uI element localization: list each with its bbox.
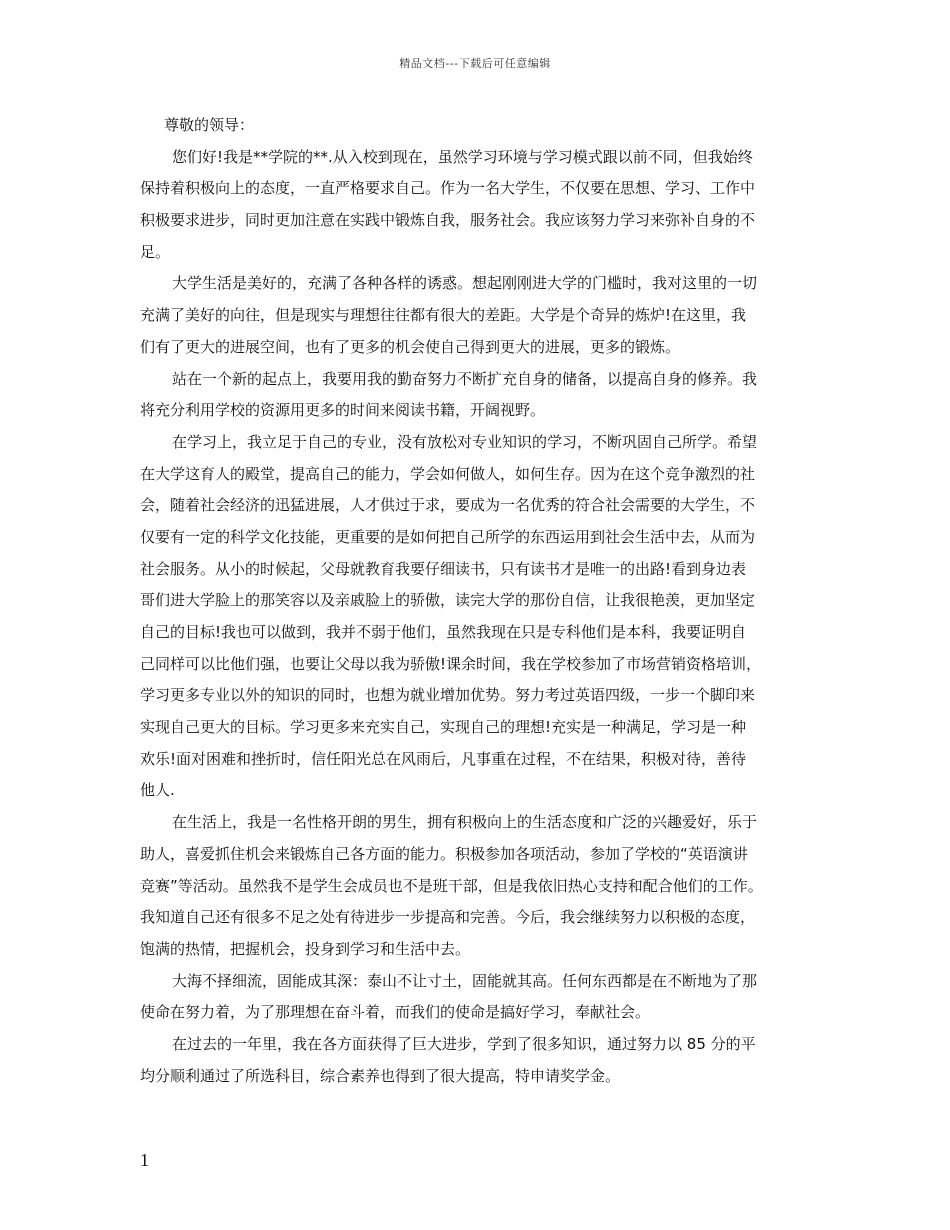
paragraph-study xyxy=(140,427,812,807)
page-number: 1 xyxy=(140,1150,149,1170)
text-line: 仅要有一定的科学文化技能，更重要的是如何把自己所学的东西运用到社会生活中去，从而为 xyxy=(140,527,756,546)
text-line: 社会服务。从小的时候起，父母就教育我要仔细读书，只有读书才是唯一的出路!看到身边表 xyxy=(140,559,747,578)
text-line: 您们好!我是**学院的**.从入校到现在，虽然学习环境与学习模式跟以前不同，但我始终 xyxy=(172,147,753,166)
paragraph-mission xyxy=(140,966,812,1029)
paragraph-intro xyxy=(140,142,812,269)
text-line: 在过去的一年里，我在各方面获得了巨大进步，学到了很多知识，通过努力以 85 分的平 xyxy=(172,1034,756,1053)
text-line: 自己的目标!我也可以做到，我并不弱于他们，虽然我现在只是专科他们是本科，我要证明自 xyxy=(140,623,747,641)
text-line: 在大学这育人的殿堂，提高自己的能力，学会如何做人，如何生存。因为在这个竞争激烈的社 xyxy=(140,464,756,483)
text-line: 将充分利用学校的资源用更多的时间来阅读书籍，开阔视野。 xyxy=(140,401,546,420)
text-line: 大海不择细流，固能成其深：泰山不让寸土，固能就其高。任何东西都是在不断地为了那 xyxy=(172,971,758,990)
text-line: 充满了美好的向往，但是现实与理想往往都有很大的差距。大学是个奇异的炼炉!在这里，我 xyxy=(140,306,747,325)
page-header: 精品文档---下载后可任意编辑 xyxy=(399,57,551,70)
text-line: 我知道自己还有很多不足之处有待进步一步提高和完善。今后，我会继续努力以积极的态度， xyxy=(140,908,756,927)
paragraph-closing xyxy=(140,1029,812,1092)
text-line: 积极要求进步，同时更加注意在实践中锻炼自我，服务社会。我应该努力学习来弥补自身的不 xyxy=(140,211,756,230)
text-line: 他人. xyxy=(140,781,175,800)
text-line: 使命在努力着，为了那理想在奋斗着，而我们的使命是搞好学习，奉献社会。 xyxy=(140,1003,651,1022)
text-line: 竞赛”等活动。虽然我不是学生会成员也不是班干部，但是我依旧热心支持和配合他们的工作。 xyxy=(140,876,763,895)
text-line: 大学生活是美好的，充满了各种各样的诱惑。想起刚刚进大学的门槛时，我对这里的一切 xyxy=(172,274,758,293)
text-line: 饱满的热情，把握机会，投身到学习和生活中去。 xyxy=(140,939,471,958)
text-line: 实现自己更大的目标。学习更多来充实自己，实现自己的理想!充实是一种满足，学习是一种 xyxy=(140,718,747,737)
paragraph-new-start xyxy=(140,364,812,427)
text-line: 站在一个新的起点上，我要用我的勤奋努力不断扩充自身的储备，以提高自身的修养。我 xyxy=(172,369,758,388)
text-line: 学习更多专业以外的知识的同时，也想为就业增加优势。努力考过英语四级，一步一个脚印来 xyxy=(140,686,756,705)
text-line: 助人，喜爱抓住机会来锻炼自己各方面的能力。积极参加各项活动，参加了学校的“英语演讲 xyxy=(140,844,748,863)
text-line: 会，随着社会经济的迅猛进展，人才供过于求，要成为一名优秀的符合社会需要的大学生，不 xyxy=(140,496,756,515)
text-line: 在学习上，我立足于自己的专业，没有放松对专业知识的学习，不断巩固自己所学。希望 xyxy=(172,432,758,451)
text-line: 欢乐!面对困难和挫折时，信任阳光总在风雨后，凡事重在过程，不在结果，积极对待，善待 xyxy=(140,749,747,768)
text-line: 哥们进大学脸上的那笑容以及亲戚脸上的骄傲，读完大学的那份自信，让我很艳羡，更加坚定 xyxy=(140,591,756,610)
text-line: 足。 xyxy=(140,242,171,261)
paragraph-life xyxy=(140,807,812,965)
text-line: 保持着积极向上的态度，一直严格要求自己。作为一名大学生，不仅要在思想、学习、工作中 xyxy=(140,179,756,198)
text-line: 己同样可以比他们强，也要让父母以我为骄傲!课余时间，我在学校参加了市场营销资格培训， xyxy=(140,654,762,673)
text-line: 们有了更大的进展空间，也有了更多的机会使自己得到更大的进展，更多的锻炼。 xyxy=(140,337,681,356)
text-line: 在生活上，我是一名性格开朗的男生，拥有积极向上的生活态度和广泛的兴趣爱好，乐于 xyxy=(172,813,758,832)
salutation: 尊敬的领导： xyxy=(164,116,255,134)
paragraph-college-life xyxy=(140,268,812,363)
text-line: 均分顺利通过了所选科目，综合素养也得到了很大提高，特申请奖学金。 xyxy=(140,1066,621,1085)
document-body xyxy=(140,110,812,1092)
